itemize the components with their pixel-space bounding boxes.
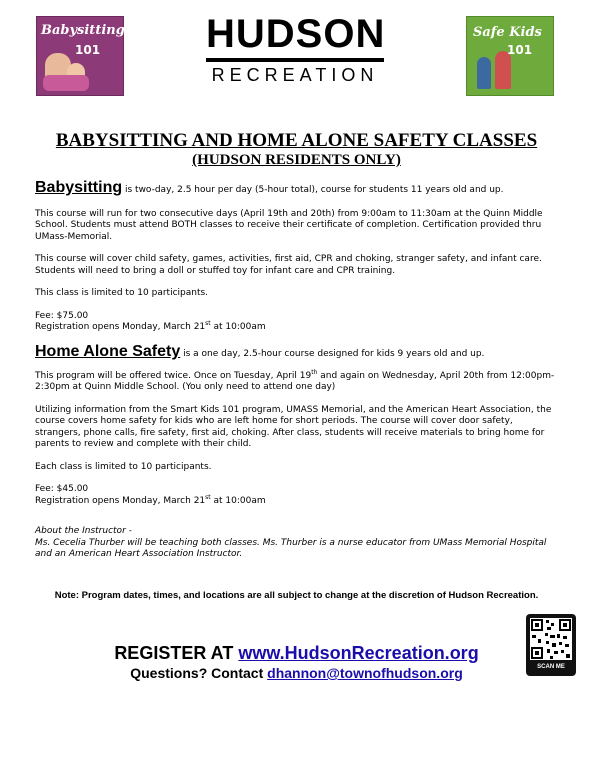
reg-date-suffix: st (205, 493, 211, 501)
babysitting-section (35, 179, 560, 334)
babysitting-registration (35, 322, 560, 334)
disclaimer-note: Note: Program dates, times, and locations are all subject to change at the discretion of Hudson Recreation. (54, 590, 539, 601)
register-link[interactable]: www.HudsonRecreation.org (238, 643, 479, 663)
home-alone-heading: Home Alone Safety (35, 343, 181, 360)
contact-email-link[interactable]: dhannon@townofhudson.org (267, 665, 463, 681)
qr-code-icon (530, 618, 572, 660)
babysitting-101-logo (36, 16, 124, 96)
babysitting-schedule: This course will run for two consecutive days (April 19th and 20th) from 9:00am to 11:30am at the Quinn Middle School. Students must attend BOTH classes to receive their certificate of completion. Certification provided thru UMass-Memorial. (35, 208, 543, 242)
babysitting-topics: This course will cover child safety, games, activities, first aid, CPR and choking, stranger safety, and infant care. Students will need to bring a doll or stuffed toy for infant care and CPR training. (35, 254, 542, 276)
safe-kids-logo-number: 101 (507, 43, 533, 57)
header (0, 14, 593, 98)
home-alone-schedule (35, 368, 560, 394)
blanket-shape (43, 75, 89, 91)
kid-figure-1 (477, 57, 491, 89)
schedule-suffix: th (311, 368, 318, 376)
home-alone-fee: Fee: $45.00 (35, 484, 89, 494)
instructor-text: Ms. Cecelia Thurber will be teaching both classes. Ms. Thurber is a nurse educator from UMass Memorial Hospital and an American Heart Association Instructor. (35, 537, 547, 559)
register-line (0, 642, 593, 664)
babysitting-limit: This class is limited to 10 participants. (35, 288, 209, 298)
home-alone-intro: is a one day, 2.5-hour course designed for kids 9 years old and up. (180, 349, 485, 359)
qr-code[interactable] (526, 614, 576, 676)
qr-pattern (530, 618, 572, 660)
questions-line (0, 664, 593, 682)
hudson-logo-word: HUDSON (206, 12, 386, 56)
instructor-info (35, 526, 560, 561)
reg-time-text: at 10:00am (210, 495, 266, 506)
page-subtitle: (HUDSON RESIDENTS ONLY) (192, 152, 401, 168)
reg-time-text: at 10:00am (210, 322, 266, 332)
babysitting-intro: is two-day, 2.5 hour per day (5-hour total), course for students 11 years old and up. (122, 185, 504, 195)
safe-kids-logo-text: Safe Kids (473, 25, 542, 40)
reg-date-text: Registration opens Monday, March 21 (35, 495, 206, 506)
questions-label: Questions? Contact (130, 665, 268, 681)
home-alone-section (35, 343, 560, 507)
home-alone-registration (35, 493, 560, 508)
instructor-heading: About the Instructor - (35, 526, 132, 536)
safe-kids-101-logo (466, 16, 554, 96)
babysitting-logo-text: Babysitting (41, 23, 125, 38)
reg-date-text: Registration opens Monday, March 21 (35, 322, 206, 332)
hudson-recreation-logo (206, 12, 386, 85)
logo-divider (206, 58, 384, 62)
home-alone-description: Utilizing information from the Smart Kids 101 program, UMASS Memorial, and the American Heart Association, the course covers home safety for kids who are left home for short periods. The course will cover door safety, strangers, phone calls, fire safety, first aid, choking. After class, students will receive materials to bring home for parents to review and complete with their child. (35, 404, 552, 449)
home-alone-limit: Each class is limited to 10 participants. (35, 461, 212, 472)
babysitting-logo-number: 101 (75, 43, 101, 57)
babysitting-fee: Fee: $75.00 (35, 310, 89, 321)
page-title: BABYSITTING AND HOME ALONE SAFETY CLASSES (55, 130, 538, 151)
recreation-logo-word: RECREATION (211, 65, 379, 85)
scan-me-label: SCAN ME (537, 664, 565, 670)
register-label: REGISTER AT (114, 643, 239, 663)
schedule-text-a: This program will be offered twice. Once on Tuesday, April 19 (35, 370, 312, 381)
babysitting-heading: Babysitting (35, 179, 123, 196)
schedule-text-b: and again on Wednesday, April 20th from 12:00pm-2:30pm at Quinn Middle School. (You only need to attend one day) (35, 370, 555, 392)
reg-date-suffix: st (205, 320, 211, 327)
